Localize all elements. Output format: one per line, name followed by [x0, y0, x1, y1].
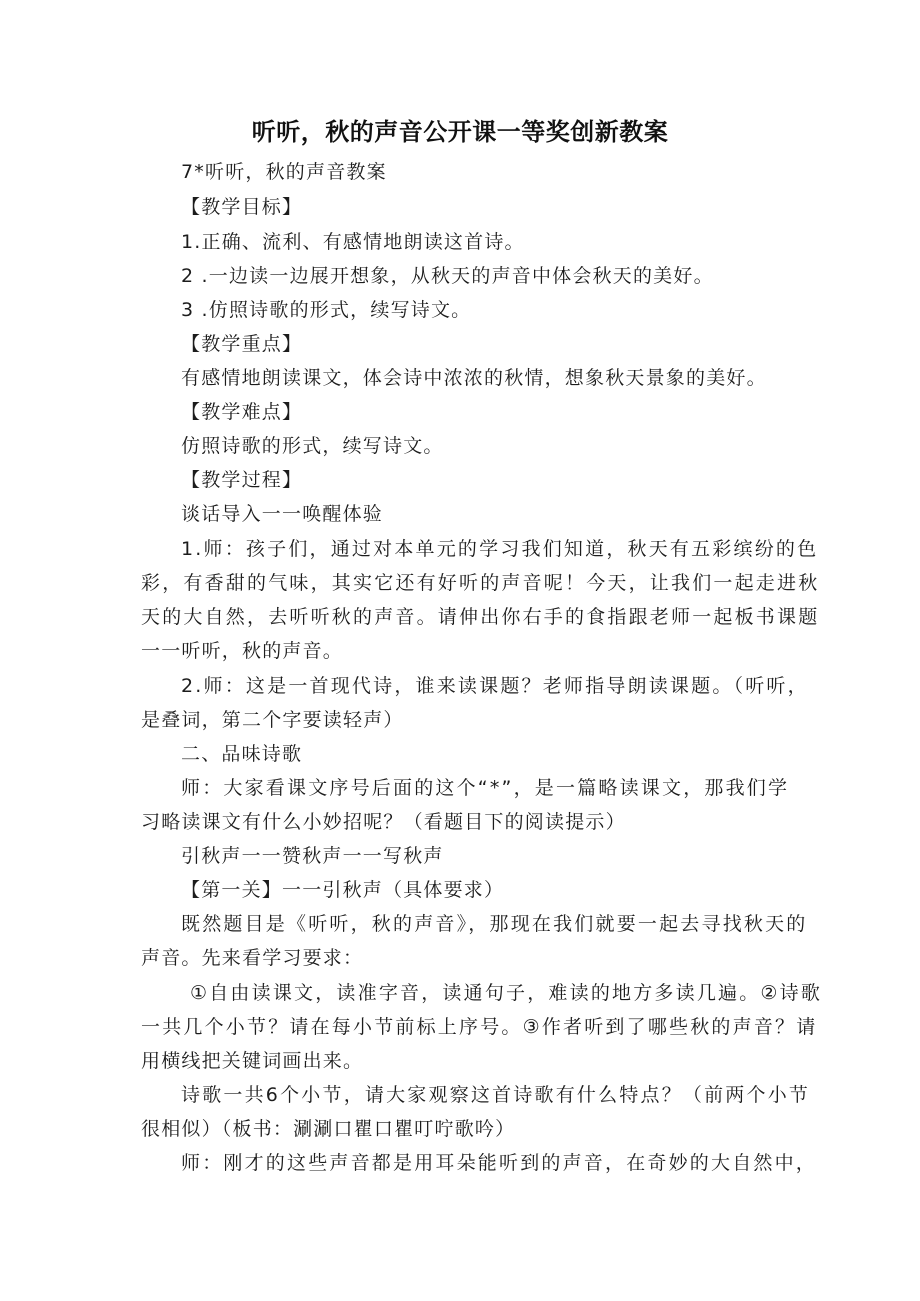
section-heading-key-points: 【教学重点】: [181, 333, 303, 355]
section-heading-objectives: 【教学目标】: [181, 196, 303, 218]
paragraph-line: 是叠词，第二个字要读轻声）: [141, 709, 404, 731]
paragraph-line: 一一听听，秋的声音。: [141, 640, 344, 662]
paragraph-line: 很相似）（板书：涮涮口瞿口瞿叮咛歌吟）: [141, 1118, 516, 1140]
paragraph-line: 仿照诗歌的形式，续写诗文。: [181, 435, 444, 457]
document-title: 听听，秋的声音公开课一等奖创新教案: [251, 118, 669, 146]
paragraph-line: 诗歌一共6个小节，请大家观察这首诗歌有什么特点？（前两个小节: [181, 1084, 811, 1106]
objective-item: 2 .一边读一边展开想象，从秋天的声音中体会秋天的美好。: [181, 265, 714, 287]
paragraph-line: 【第一关】一一引秋声（具体要求）: [181, 879, 505, 901]
subsection-heading: 谈话导入一一唤醒体验: [181, 503, 384, 525]
paragraph-line: 2.师：这是一首现代诗，谁来读课题？老师指导朗读课题。（听听，: [181, 675, 809, 697]
paragraph-line: 师：刚才的这些声音都是用耳朵能听到的声音，在奇妙的大自然中，: [181, 1152, 818, 1174]
paragraph-line: 师：大家看课文序号后面的这个“*”，是一篇略读课文，那我们学: [181, 777, 790, 799]
lesson-heading: 7*听听，秋的声音教案: [181, 161, 387, 183]
paragraph-line: 习略读课文有什么小妙招呢？（看题目下的阅读提示）: [141, 811, 626, 833]
paragraph-line: 声音。先来看学习要求：: [141, 947, 364, 969]
subsection-heading: 二、品味诗歌: [181, 743, 303, 765]
section-heading-difficulties: 【教学难点】: [181, 401, 303, 423]
paragraph-line: 一共几个小节？请在每小节前标上序号。③作者听到了哪些秋的声音？请: [141, 1016, 818, 1038]
paragraph-line: 用横线把关键词画出来。: [141, 1050, 364, 1072]
objective-item: 1.正确、流利、有感情地朗读这首诗。: [181, 231, 525, 253]
objective-item: 3 .仿照诗歌的形式，续写诗文。: [181, 299, 472, 321]
paragraph-line: 有感情地朗读课文，体会诗中浓浓的秋情，想象秋天景象的美好。: [181, 367, 767, 389]
paragraph-line: 天的大自然，去听听秋的声音。请伸出你右手的食指跟老师一起板书课题: [141, 606, 820, 628]
paragraph-line: 既然题目是《听听，秋的声音》，那现在我们就要一起去寻找秋天的: [181, 913, 808, 935]
paragraph-line: 彩，有香甜的气味，其实它还有好听的声音呢！今天，让我们一起走进秋: [141, 572, 820, 594]
paragraph-line: 引秋声一一赞秋声一一写秋声: [181, 845, 444, 867]
paragraph-line: ①自由读课文，读准字音，读通句子，难读的地方多读几遍。②诗歌: [190, 982, 823, 1004]
section-heading-process: 【教学过程】: [181, 469, 303, 491]
paragraph-line: 1.师：孩子们，通过对本单元的学习我们知道，秋天有五彩缤纷的色: [181, 538, 819, 560]
